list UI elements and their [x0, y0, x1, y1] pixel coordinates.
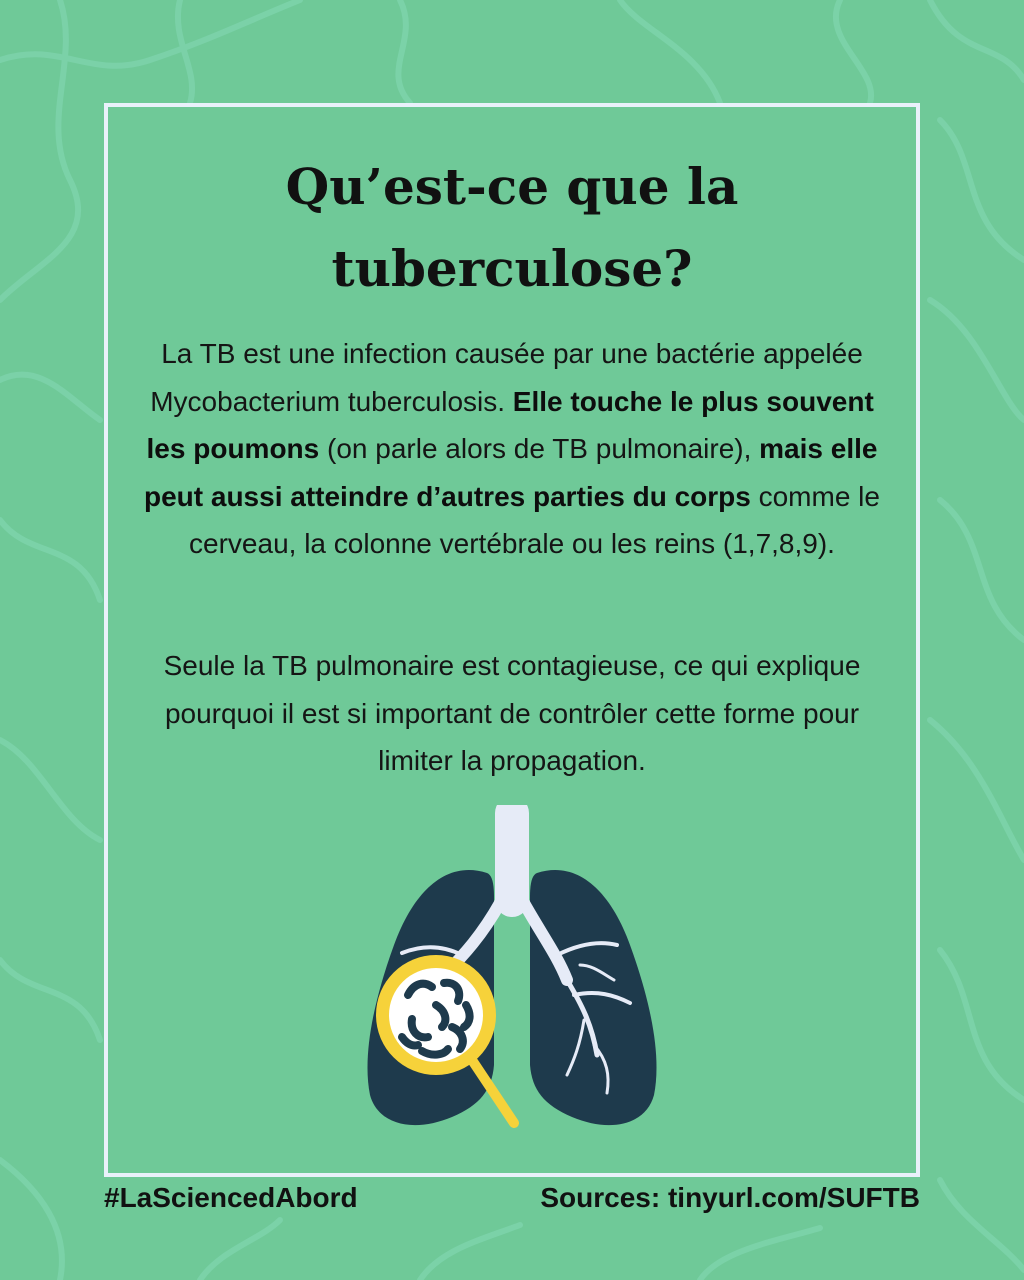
page-title — [104, 146, 920, 310]
right-lung — [530, 870, 657, 1125]
intro-paragraph — [140, 330, 884, 568]
hashtag-label: #LaSciencedAbord — [104, 1182, 358, 1213]
contagion-paragraph: Seule la TB pulmonaire est contagieuse, ce qui explique pourquoi il est si important de contrôler cette forme pour limiter la propagation. — [163, 650, 861, 776]
intro-text-1: La TB est une infection causée par une bactérie appelée Mycobacterium tuberculosis. — [150, 338, 863, 417]
lungs-magnifier-icon — [352, 805, 672, 1145]
title-line-1: Qu’est-ce que la — [285, 157, 739, 216]
title-line-2: tuberculose? — [331, 239, 693, 298]
sources-label: Sources: tinyurl.com/SUFTB — [540, 1182, 920, 1213]
intro-text-3: comme le cerveau, la colonne vertébrale ou les reins (1,7,8,9). — [189, 480, 880, 559]
intro-bold-1: Elle touche le plus souvent les poumons — [146, 385, 874, 464]
intro-text-2: (on parle alors de TB pulmonaire), — [319, 433, 760, 464]
intro-bold-2: mais elle peut aussi atteindre d’autres parties du corps — [144, 433, 878, 512]
